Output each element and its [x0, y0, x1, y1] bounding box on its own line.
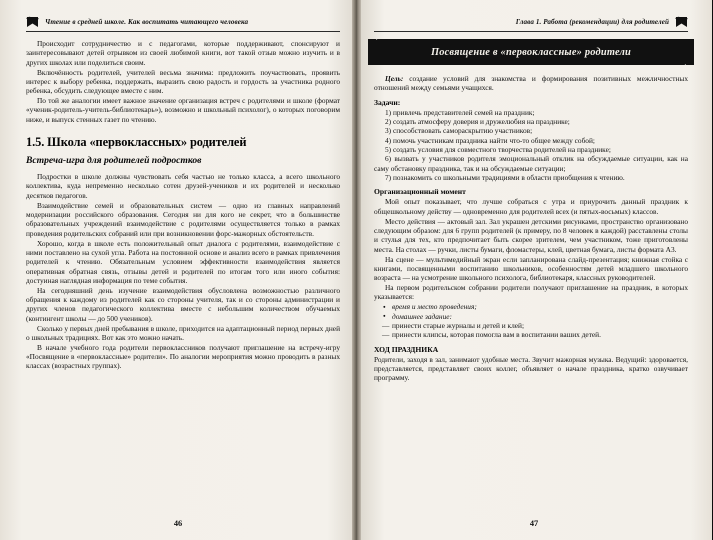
goal-paragraph: [374, 74, 688, 93]
goal-text: создание условий для знакомства и формирования позитивных межличностных отношений между семьями учащихся.: [374, 74, 688, 93]
bookmark-icon: [26, 16, 39, 28]
list-item: [392, 312, 688, 321]
list-item: 3) способствовать самораскрытию участников;: [385, 126, 533, 136]
paragraph: Происходит сотрудничество и с педагогами, которые поддерживают, спонсируют и заинтересовывают детей отрывком из своей любимой книги, вот такой отзыв можно изучить и в других школах или поделиться своим.: [26, 39, 340, 67]
tasks-list: [374, 108, 688, 183]
banner-title-text: Посвящение в «первоклассные» родители: [430, 46, 632, 58]
goal-label: Цель:: [385, 74, 404, 83]
paragraph: Место действия — актовый зал. Зал украшен детскими рисунками, пространство организовано следующим образом: для 6 групп родителей (к примеру, по 8 человек в каждой) расставлены столы и стулья для тех, кто предпочитает быть скорее зрителем, чем участником, тоже приготовлены места. На столах — ручки, листы бумаги, фломастеры, клей, цветная бумага, листы формата А3.: [374, 216, 688, 254]
left-page: [0, 0, 356, 540]
paragraph: Хорошо, когда в школе есть положительный опыт диалога с родителями, взаимодействие с ними поставлено на сухой угла. Работа на постоянной основе и анализ всего в рамках привлечения родителей к чтению. Обязательным условием эффективности взаимодействия является оперативная обратная связь, отзывы детей и родителей по итогам того или иного события: достуиная наглядная информация по теме события.: [26, 238, 340, 285]
left-page-number: 46: [173, 519, 183, 528]
tasks-label: Задачи:: [374, 97, 401, 107]
paragraph: В начале учебного года родители первоклассников получают приглашение на встречу-игру «Посвящение в «первоклассные» родители». По аналогии мероприятия можно проводить в разных классах (возрастных группах).: [26, 342, 340, 371]
list-item-text: время и место проведения;: [392, 302, 477, 312]
paragraph: На первом родительском собрании родители получают приглашение на праздник, в которых указывается:: [374, 283, 688, 302]
section-subtitle: Встреча-игра для родителей подростков: [26, 155, 202, 167]
right-running-head: [374, 16, 688, 32]
left-running-head-text: Чтение в средней школе. Как воспитать читающего человека: [45, 18, 249, 26]
paragraph: Включённость родителей, учителей весьма значима: предложить поучаствовать, проявить интерес к выбору ребенка, поддержать, выразить свою радость и гордость за участника родного ребенка, обсудить следующее вместе с ним.: [26, 67, 340, 96]
paragraph: Мой опыт показывает, что лучше собраться с утра и приурочить данный праздник к общешкольному действу — одновременно для родителей всех (и пятых-восьмых) классов.: [374, 197, 688, 216]
list-item: 5) создать условия для совместного творчества родителей на празднике;: [385, 145, 611, 155]
organizational-moment-title: Организационный момент: [374, 187, 466, 197]
right-page-number: 47: [529, 519, 539, 528]
list-item: — принести клипсы, которая помогла вам в воспитании ваших детей.: [392, 330, 688, 339]
paragraph: По той же аналогии имеет важное значение организация встреч с родителями и школе (формат «ученик-родитель-учитель-библиотекарь»), возможно и школьный психолог), о которых поговорим ниже, и выпуск стенных газет по чтению.: [26, 96, 340, 124]
list-item: — принести старые журналы и детей и клей;: [392, 321, 688, 330]
paragraph: Взаимодействие семей и образовательных систем — одно из главных направлений модернизации российского образования. Сегодня ни для кого не секрет, что в большинстве образовательных учреждений взаимодействие с родителями осуществляется только в рамках проведения родительских собраний или при возникновении форс-мажорных обстоятельств.: [26, 200, 340, 238]
section-title: 1.5. Школа «первоклассных» родителей: [26, 135, 247, 150]
invitation-items: [374, 302, 688, 321]
left-running-head: [26, 16, 340, 32]
banner-title: [374, 39, 688, 65]
book-gutter: [352, 0, 361, 540]
list-item: [392, 302, 688, 311]
list-item: 7) познакомить со школьными традициями в области приобщения к чтению.: [385, 173, 625, 183]
paragraph: На сегодняшний день изучение взаимодействия обусловлена возможностью различного обращения к каждому из родителей как со стороны учителя, так и со стороны администрации и других членов педагогического коллектива вместе с небольшим количеством обучаемых (контингент школы — до 500 учеников).: [26, 285, 340, 323]
list-item: 4) помочь участникам праздника найти что-то общее между собой;: [385, 135, 595, 145]
list-item: 6) вызвать у участников родителя эмоциональный отклик на обсуждаемые ситуации, как на саму обстановку праздника, так и на обсуждаемые ситуации;: [374, 154, 688, 173]
paragraph: Подростки в школе должны чувствовать себя частью не только класса, а всего школьного коллектива, куда непременно несколько сотен друзей-учеников и их родителей и несколько десятков педагогов.: [26, 172, 340, 200]
list-item: 2) создать атмосферу доверия и дружелюбия на празднике;: [385, 117, 570, 127]
invitation-subitems: [374, 321, 688, 340]
list-item: 1) привлечь представителей семей на праздник;: [385, 107, 535, 117]
right-page: [356, 0, 712, 540]
right-running-head-text: Глава 1. Работа (рекомендации) для родителей: [515, 18, 669, 26]
paragraph: Родители, заходя в зал, занимают удобные места. Звучит мажорная музыка. Ведущий: здоровается, представляется, представляет своих коллег, объявляет о начале праздника, кратко озвучивает программу.: [374, 354, 688, 383]
paragraph: Сколько у первых дней пребывания в школе, приходится на адаптационный период первых дней о школьных традициях. Вот как это можно начать.: [26, 323, 340, 342]
holiday-course-title: ХОД ПРАЗДНИКА: [374, 344, 439, 354]
paragraph: На сцене — мультимедийный экран если запланирована слайд-презентация; книжная стойка с книгами, посвященными воспитанию школьников, особенностям детей младшего школьного возраста — на усмотрение школьного психолога, библиотекаря, классных руководителей.: [374, 254, 688, 283]
bookmark-icon: [675, 16, 688, 28]
list-item-text: домашнее задание:: [392, 311, 452, 321]
